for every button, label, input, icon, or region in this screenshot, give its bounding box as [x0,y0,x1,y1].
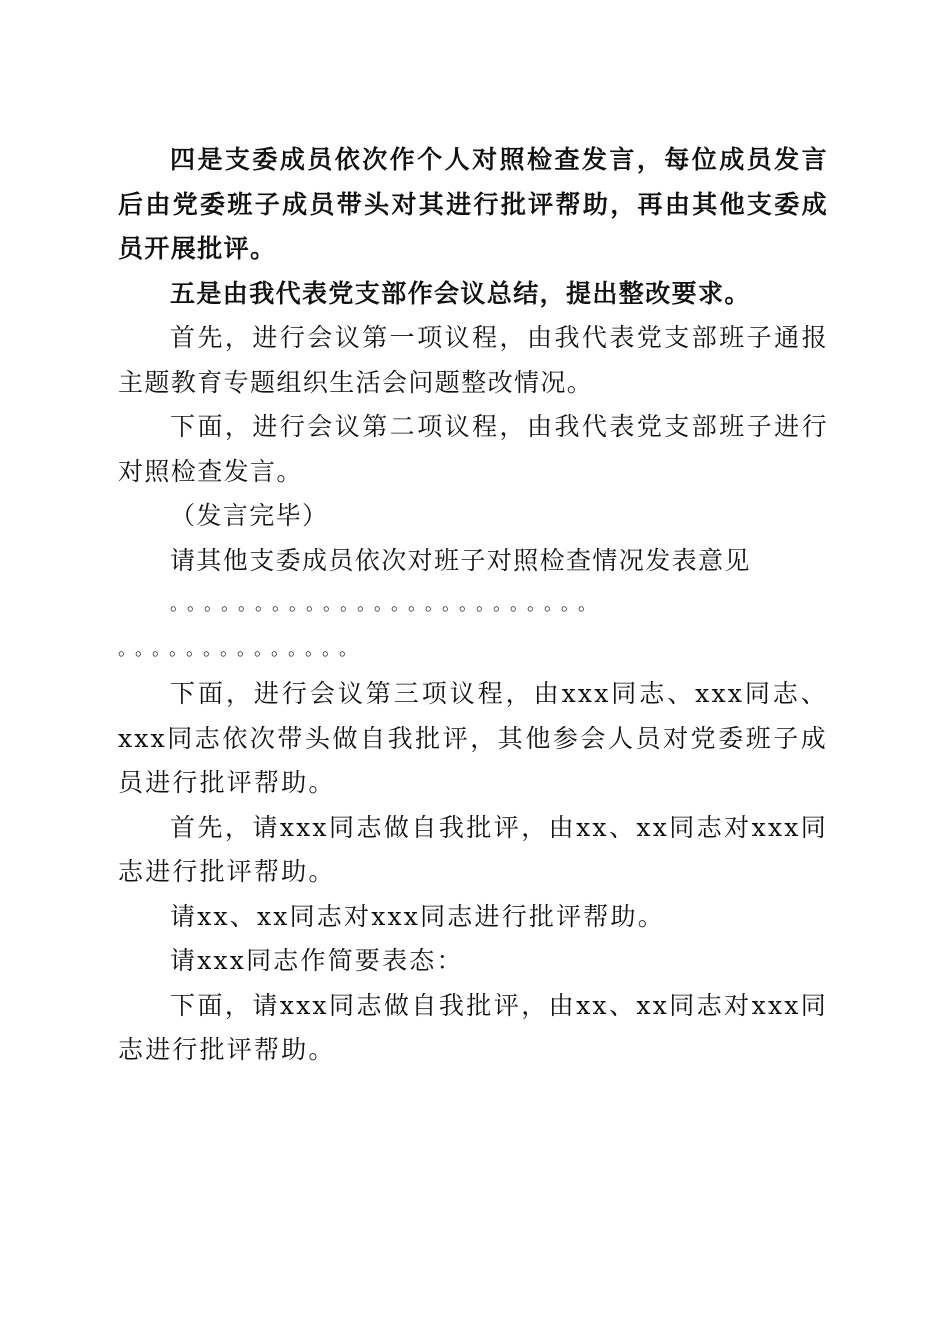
document-page [118,138,828,1073]
paragraph-agenda-one: 首先，进行会议第一项议程，由我代表党支部班子通报主题教育专题组织生活会问题整改情况。 [118,323,828,397]
paragraph-next-self-criticism: 下面，请xxx同志做自我批评，由xx、xx同志对xxx同志进行批评帮助。 [118,990,828,1064]
paragraph-first-self-criticism: 首先，请xxx同志做自我批评，由xx、xx同志对xxx同志进行批评帮助。 [118,812,828,886]
paragraph-item-four: 四是支委成员依次作个人对照检查发言，每位成员发言后由党委班子成员带头对其进行批评帮助，再由其他支委成员开展批评。 [118,145,828,263]
ellipsis-line-1: 。。。。。。。。。。。。。。。。。。。。。。。。。 [170,594,604,615]
paragraph-speech-finished: （发言完毕） [170,501,329,530]
paragraph-invite-opinions: 请其他支委成员依次对班子对照检查情况发表意见 [170,545,751,575]
paragraph-item-five: 五是由我代表党支部作会议总结，提出整改要求。 [170,278,751,308]
paragraph-criticism-help: 请xx、xx同志对xxx同志进行批评帮助。 [170,901,665,931]
paragraph-brief-statement: 请xxx同志作简要表态： [170,946,464,975]
ellipsis-line-2: 。。。。。。。。。。。。。。 [118,638,365,660]
paragraph-agenda-two: 下面，进行会议第二项议程，由我代表党支部班子进行对照检查发言。 [118,412,828,486]
paragraph-agenda-three: 下面，进行会议第三项议程，由xxx同志、xxx同志、xxx同志依次带头做自我批评，其他参会人员对党委班子成员进行批评帮助。 [118,679,828,797]
